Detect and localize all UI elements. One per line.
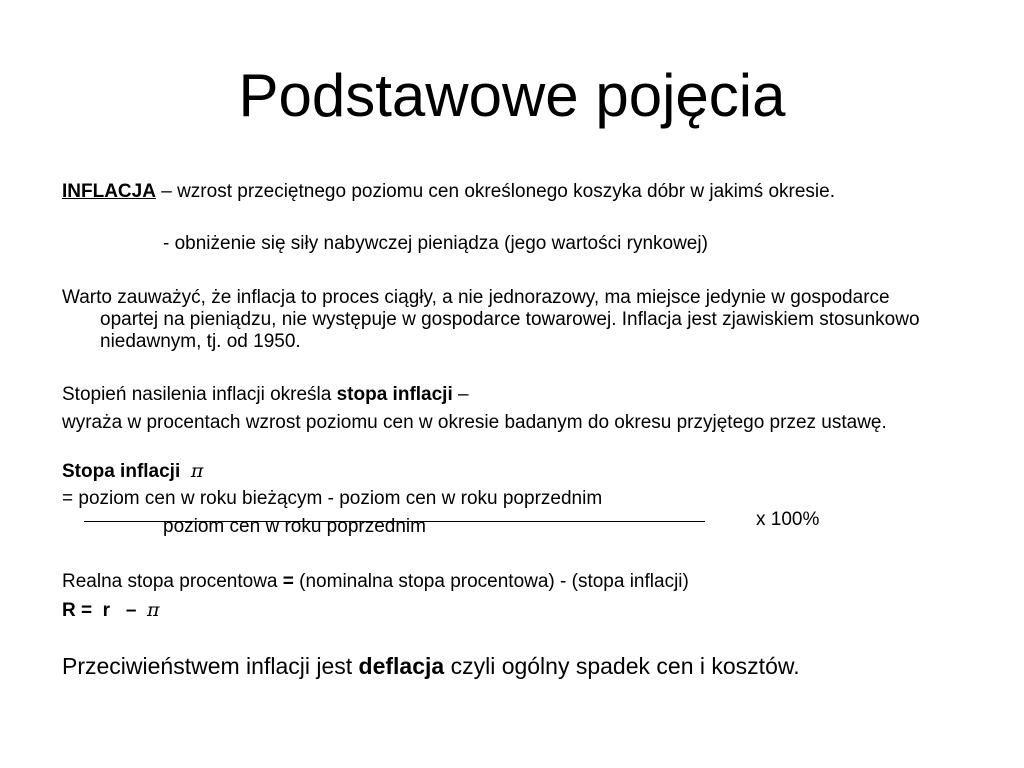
formula-multiplier: x 100% [756, 509, 820, 530]
slide-title: Podstawowe pojęcia [238, 62, 786, 129]
stopa-intro-suffix: – [452, 384, 469, 405]
real-rate-line [62, 571, 689, 593]
stopa-intro [62, 384, 469, 406]
deflation-prefix: Przeciwieństwem inflacji jest [62, 653, 359, 679]
real-rate-equals: = [282, 571, 294, 592]
inflation-definition-text: – wzrost przeciętnego poziomu cen określonego koszyka dóbr w jakimś okresie. [155, 181, 835, 202]
formula-numerator: = poziom cen w roku bieżącym - poziom cen w roku poprzednim [62, 488, 603, 509]
stopa-label-text: Stopa inflacji [62, 461, 181, 482]
deflation-suffix: czyli ogólny spadek cen i kosztów. [444, 653, 800, 679]
inflation-note: Warto zauważyć, że inflacja to proces ciągły, a nie jednorazowy, ma miejsce jedynie w gospodarce opartej na pieniądzu, nie występuje w gospodarce towarowej. Inflacja jest zjawiskiem stosunkowo niedawnym, tj. od 1950. [62, 287, 920, 352]
deflation-line [62, 652, 800, 680]
stopa-label [62, 460, 203, 483]
inflation-definition-line2: - obniżenie się siły nabywczej pieniądza (jego wartości rynkowej) [163, 233, 708, 254]
deflation-term: deflacja [358, 653, 445, 679]
formula-denominator: poziom cen w roku poprzednim [163, 516, 426, 537]
real-rate-prefix: Realna stopa procentowa [62, 571, 283, 592]
stopa-intro-term: stopa inflacji [336, 384, 453, 405]
pi-symbol-formula: π [147, 599, 160, 621]
real-rate-formula-left: R = r – [62, 600, 148, 621]
inflation-term: INFLACJA [62, 181, 156, 202]
real-rate-formula [62, 599, 160, 622]
stopa-description: wyraża w procentach wzrost poziomu cen w okresie badanym do okresu przyjętego przez ustawę. [62, 412, 887, 433]
real-rate-suffix: (nominalna stopa procentowa) - (stopa inflacji) [293, 571, 689, 592]
inflation-definition [62, 181, 942, 203]
stopa-intro-prefix: Stopień nasilenia inflacji określa [62, 384, 337, 405]
pi-symbol: π [190, 460, 204, 482]
